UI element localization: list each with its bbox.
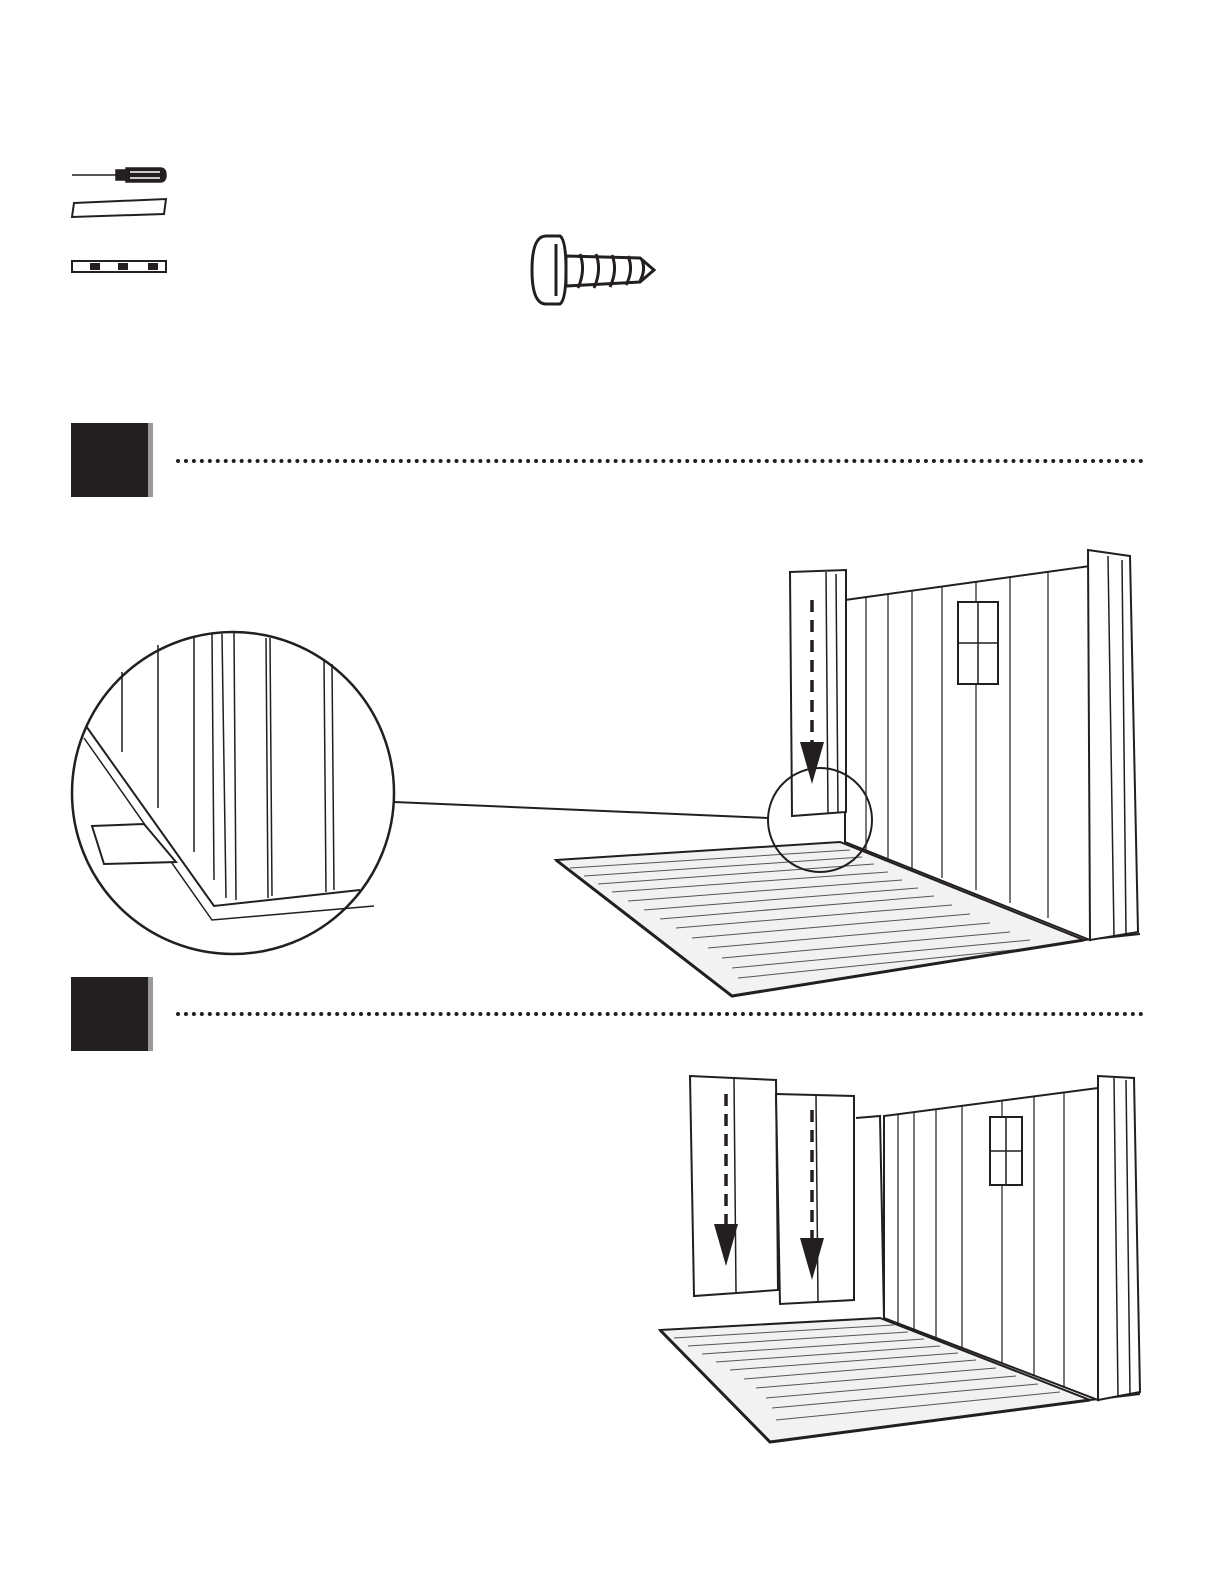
- step-1-badge: [71, 423, 153, 497]
- step-2-divider: [176, 1012, 1144, 1016]
- step-1-divider: [176, 459, 1144, 463]
- step-2-badge: [71, 977, 153, 1051]
